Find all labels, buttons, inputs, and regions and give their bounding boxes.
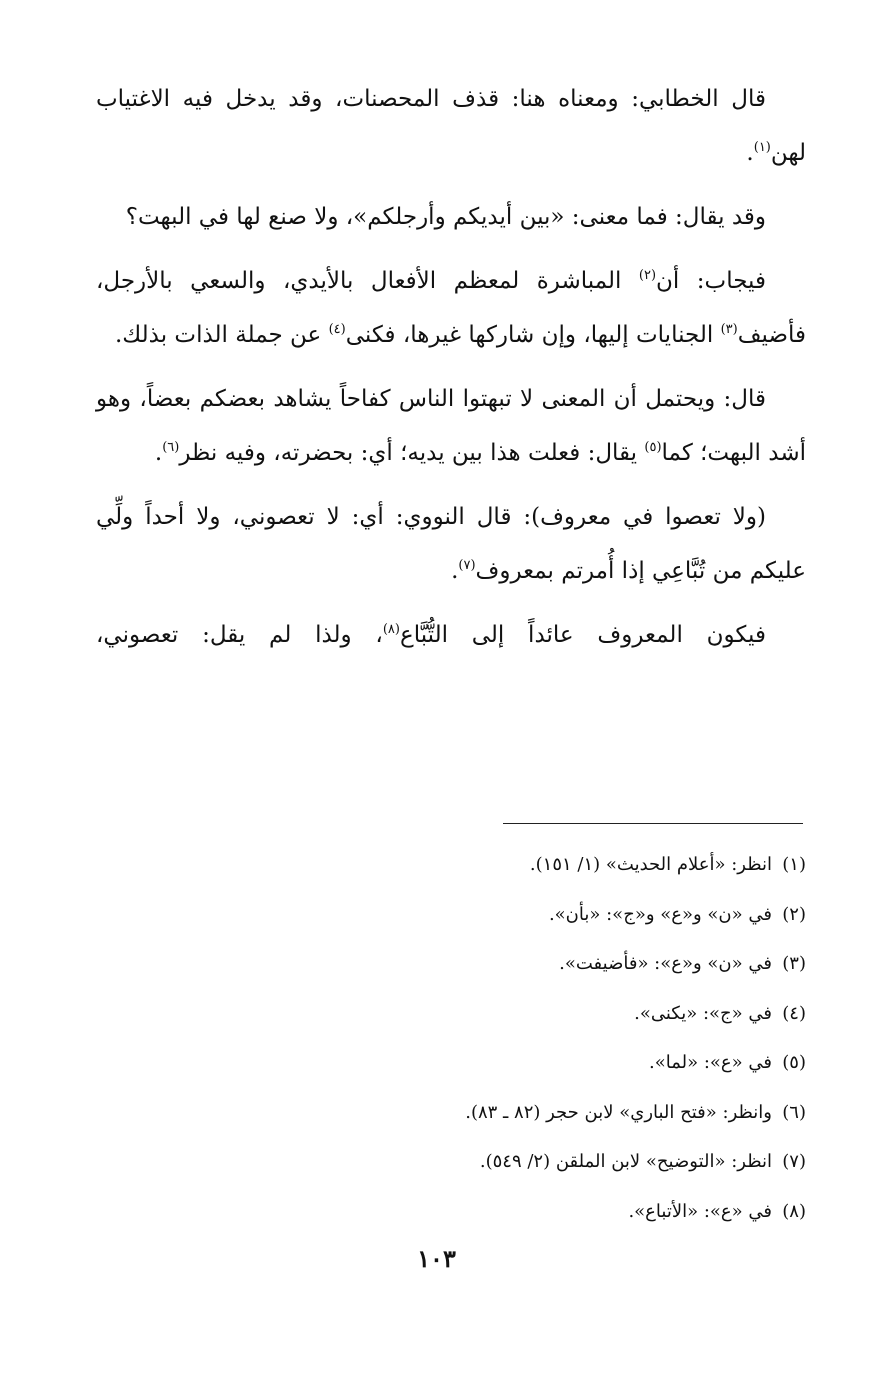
footnote-number: (٧) <box>782 1151 806 1172</box>
main-text <box>96 72 806 662</box>
footnote <box>96 1038 806 1088</box>
footnote-number: (٨) <box>782 1200 806 1222</box>
paragraph-text: . <box>451 558 459 584</box>
paragraph <box>96 72 806 180</box>
paragraph <box>96 608 806 662</box>
footnote-marker: (٥) <box>644 440 662 455</box>
footnote-separator <box>503 823 803 824</box>
paragraph <box>96 372 806 480</box>
paragraph-text: المباشرة لمعظم الأفعال بالأيدي، والسعي بالأرجل، فأضيف <box>96 268 806 348</box>
footnote-text: انظر: «أعلام الحديث» (١/ ١٥١). <box>529 854 772 875</box>
footnote-marker: (١) <box>753 140 771 155</box>
paragraph-text: الجنايات إليها، وإن شاركها غيرها، فكنى <box>345 322 721 348</box>
footnote-marker: (٧) <box>458 558 476 573</box>
footnote-number: (٢) <box>782 903 806 925</box>
footnote <box>96 989 806 1039</box>
paragraph-text: فيكون المعروف عائداً إلى التُّبَّاع <box>399 622 766 648</box>
paragraph <box>96 490 806 598</box>
paragraph-text: وقد يقال: فما معنى: «بين أيديكم وأرجلكم»، ولا صنع لها في البهت؟ <box>125 204 766 230</box>
footnote <box>96 1187 806 1237</box>
footnote-text: وانظر: «فتح الباري» لابن حجر (٨٢ ـ ٨٣). <box>465 1101 772 1123</box>
footnote-number: (٦) <box>782 1101 806 1123</box>
footnote <box>96 939 806 989</box>
paragraph-text: قال: ويحتمل أن المعنى لا تبهتوا الناس كفاحاً يشاهد بعضكم بعضاً، وهو أشد البهت؛ كما <box>96 386 806 466</box>
footnote <box>96 1137 806 1187</box>
footnote-text: في «ع»: «لما». <box>648 1052 772 1073</box>
footnotes <box>96 840 806 1236</box>
paragraph-text: عن جملة الذات بذلك. <box>114 322 329 348</box>
page-number: ١٠٣ <box>417 1244 456 1273</box>
footnote-text: في «ج»: «يكنى». <box>634 1002 772 1024</box>
paragraph-text: فيجاب: أن <box>656 268 766 294</box>
paragraph <box>96 254 806 362</box>
paragraph <box>96 190 806 244</box>
footnote-marker: (٢) <box>638 268 657 283</box>
footnote-number: (١) <box>782 854 806 875</box>
paragraph-text: (ولا تعصوا في معروف): قال النووي: أي: لا تعصوني، ولا أحداً ولِّي عليكم من تُبَّاعِي إذا أُمرتم بمعروف <box>96 504 806 584</box>
paragraph-text: ، ولذا لم يقل: تعصوني، <box>96 622 383 648</box>
footnote-marker: (٦) <box>162 440 180 455</box>
paragraph-text: يقال: فعلت هذا بين يديه؛ أي: بحضرته، وفيه نظر <box>179 440 645 466</box>
footnote-text: في «ن» و«ع» و«ج»: «بأن». <box>548 903 772 925</box>
footnote-text: في «ع»: «الأتباع». <box>628 1200 772 1222</box>
footnote <box>96 840 806 890</box>
footnote-marker: (٨) <box>382 622 400 637</box>
footnote <box>96 890 806 940</box>
footnote-marker: (٤) <box>328 322 346 337</box>
footnote-number: (٣) <box>782 953 806 974</box>
footnote-number: (٥) <box>782 1052 806 1073</box>
footnote-number: (٤) <box>782 1002 806 1024</box>
footnote-text: انظر: «التوضيح» لابن الملقن (٢/ ٥٤٩). <box>479 1151 772 1172</box>
footnote <box>96 1088 806 1138</box>
paragraph-text: . <box>746 140 754 166</box>
footnote-marker: (٣) <box>720 322 738 337</box>
paragraph-text: . <box>154 440 163 466</box>
footnote-text: في «ن» و«ع»: «فأضيفت». <box>559 953 772 974</box>
paragraph-text: قال الخطابي: ومعناه هنا: قذف المحصنات، وقد يدخل فيه الاغتياب لهن <box>96 86 806 166</box>
